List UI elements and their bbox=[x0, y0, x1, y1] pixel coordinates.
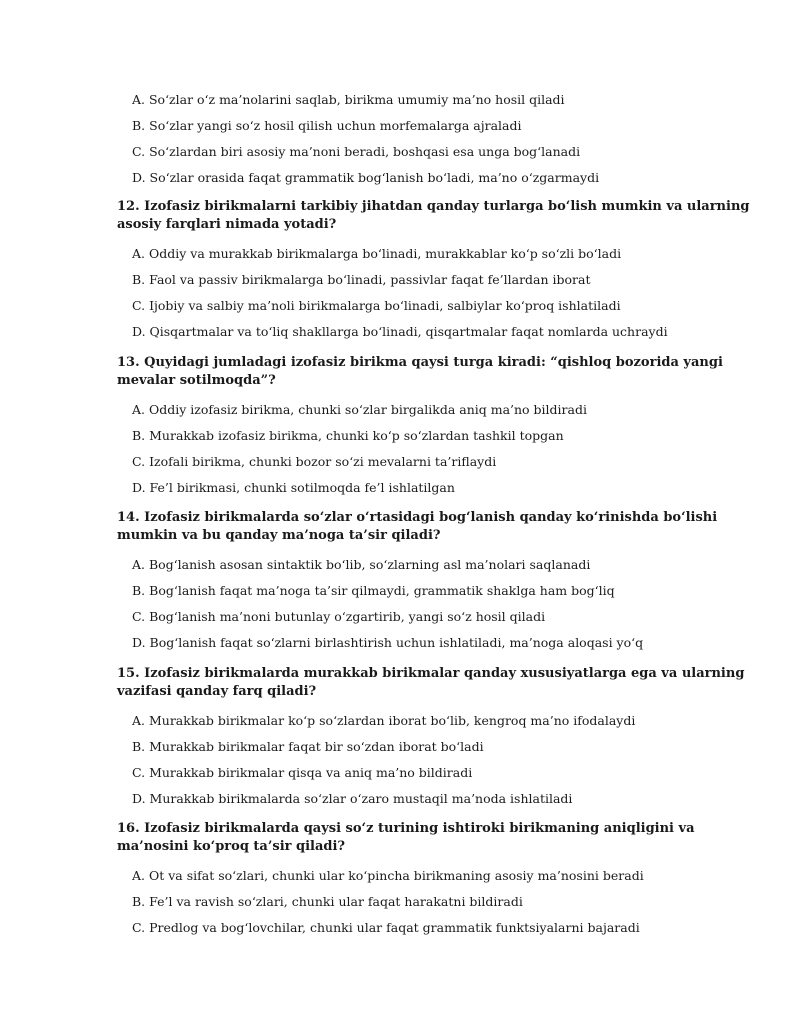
question-14 bbox=[117, 509, 757, 656]
question-13-options bbox=[132, 397, 757, 501]
question-12 bbox=[117, 198, 757, 345]
option-c[interactable]: C. Predlog va bog‘lovchilar, chunki ular faqat grammatik funktsiyalarni bajaradi bbox=[132, 920, 640, 935]
option-a[interactable]: A. So‘zlar o‘z ma’nolarini saqlab, birikma umumiy ma’no hosil qiladi bbox=[132, 92, 565, 107]
question-15-text: 15. Izofasiz birikmalarda murakkab birikmalar qanday xususiyatlarga ega va ularning vazifasi qanday farq qiladi? bbox=[117, 666, 745, 699]
option-d[interactable]: D. Murakkab birikmalarda so‘zlar o‘zaro mustaqil ma’noda ishlatiladi bbox=[132, 791, 573, 806]
question-14-options bbox=[132, 552, 757, 656]
option-a[interactable]: A. Bog‘lanish asosan sintaktik bo‘lib, so‘zlarning asl ma’nolari saqlanadi bbox=[132, 557, 591, 572]
option-c[interactable]: C. Bog‘lanish ma’noni butunlay o‘zgartirib, yangi so‘z hosil qiladi bbox=[132, 609, 546, 624]
question-15-options bbox=[132, 708, 757, 812]
option-d[interactable]: D. Qisqartmalar va to‘liq shakllarga bo‘linadi, qisqartmalar faqat nomlarda uchraydi bbox=[132, 324, 668, 339]
leading-options bbox=[132, 87, 752, 191]
question-16 bbox=[117, 820, 757, 941]
option-a[interactable]: A. Murakkab birikmalar ko‘p so‘zlardan iborat bo‘lib, kengroq ma’no ifodalaydi bbox=[132, 713, 636, 728]
option-a[interactable]: A. Oddiy va murakkab birikmalarga bo‘linadi, murakkablar ko‘p so‘zli bo‘ladi bbox=[132, 246, 622, 261]
option-c[interactable]: C. Izofali birikma, chunki bozor so‘zi mevalarni ta’riflaydi bbox=[132, 454, 497, 469]
option-c[interactable]: C. So‘zlardan biri asosiy ma’noni beradi, boshqasi esa unga bog‘lanadi bbox=[132, 144, 581, 159]
question-15 bbox=[117, 665, 757, 812]
option-d[interactable]: D. So‘zlar orasida faqat grammatik bog‘lanish bo‘ladi, ma’no o‘zgarmaydi bbox=[132, 170, 600, 185]
question-13-text: 13. Quyidagi jumladagi izofasiz birikma qaysi turga kiradi: “qishloq bozorida yangi mevalar sotilmoqda”? bbox=[117, 355, 723, 388]
question-13 bbox=[117, 354, 757, 501]
question-12-options bbox=[132, 241, 757, 345]
question-16-text: 16. Izofasiz birikmalarda qaysi so‘z turining ishtiroki birikmaning aniqligini va ma’nosini ko‘proq ta’sir qiladi? bbox=[117, 821, 695, 854]
option-b[interactable]: B. So‘zlar yangi so‘z hosil qilish uchun morfemalarga ajraladi bbox=[132, 118, 522, 133]
option-d[interactable]: D. Bog‘lanish faqat so‘zlarni birlashtirish uchun ishlatiladi, ma’noga aloqasi yo‘q bbox=[132, 635, 644, 650]
option-b[interactable]: B. Bog‘lanish faqat ma’noga ta’sir qilmaydi, grammatik shaklga ham bog‘liq bbox=[132, 583, 615, 598]
question-12-text: 12. Izofasiz birikmalarni tarkibiy jihatdan qanday turlarga bo‘lish mumkin va ularning asosiy farqlari nimada yotadi? bbox=[117, 199, 750, 232]
option-c[interactable]: C. Murakkab birikmalar qisqa va aniq ma’no bildiradi bbox=[132, 765, 473, 780]
option-b[interactable]: B. Murakkab birikmalar faqat bir so‘zdan iborat bo‘ladi bbox=[132, 739, 484, 754]
question-14-text: 14. Izofasiz birikmalarda so‘zlar o‘rtasidagi bog‘lanish qanday ko‘rinishda bo‘lishi mumkin va bu qanday ma’noga ta’sir qiladi? bbox=[117, 510, 718, 543]
option-a[interactable]: A. Oddiy izofasiz birikma, chunki so‘zlar birgalikda aniq ma’no bildiradi bbox=[132, 402, 587, 417]
option-b[interactable]: B. Murakkab izofasiz birikma, chunki ko‘p so‘zlardan tashkil topgan bbox=[132, 428, 564, 443]
question-16-options bbox=[132, 863, 757, 941]
option-b[interactable]: B. Fe’l va ravish so‘zlari, chunki ular faqat harakatni bildiradi bbox=[132, 894, 523, 909]
option-d[interactable]: D. Fe’l birikmasi, chunki sotilmoqda fe’l ishlatilgan bbox=[132, 480, 455, 495]
option-b[interactable]: B. Faol va passiv birikmalarga bo‘linadi, passivlar faqat fe’llardan iborat bbox=[132, 272, 591, 287]
option-a[interactable]: A. Ot va sifat so‘zlari, chunki ular ko‘pincha birikmaning asosiy ma’nosini beradi bbox=[132, 868, 644, 883]
option-c[interactable]: C. Ijobiy va salbiy ma’noli birikmalarga bo‘linadi, salbiylar ko‘proq ishlatiladi bbox=[132, 298, 621, 313]
